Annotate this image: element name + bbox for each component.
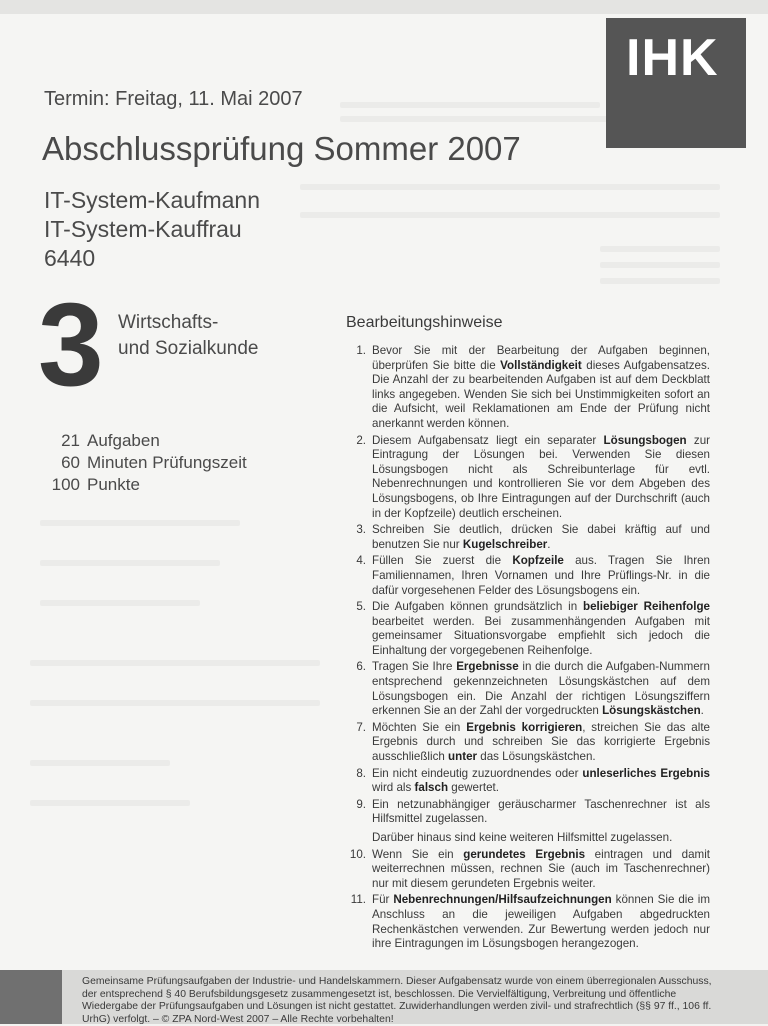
ihk-logo [606, 18, 746, 148]
stat-row [40, 430, 247, 452]
instruction-item [344, 344, 710, 432]
bleed-through-line [30, 660, 320, 666]
instruction-text: Schreiben Sie deutlich, drücken Sie dabei kräftig auf und benutzen Sie nur Kugelschreiber. [372, 523, 710, 551]
instruction-item [344, 848, 710, 892]
stat-row [40, 452, 247, 474]
subject-line: und Sozialkunde [118, 338, 259, 359]
bleed-through-line [40, 600, 200, 606]
instruction-text: Möchten Sie ein Ergebnis korrigieren, streichen Sie das alte Ergebnis durch und schreiben Sie das korrigierte Ergebnis ausschließlich unter das Lösungskästchen. [372, 720, 710, 764]
exam-code: 6440 [44, 245, 96, 271]
instruction-number: 7. [356, 720, 366, 734]
bleed-through-line [300, 212, 720, 218]
stat-value: 60 [61, 453, 80, 472]
instruction-item [344, 767, 710, 796]
instruction-item [344, 434, 710, 522]
instruction-number: 1. [356, 344, 366, 357]
stat-value: 100 [51, 475, 80, 494]
instruction-item [344, 798, 710, 846]
exam-date: Termin: Freitag, 11. Mai 2007 [44, 88, 303, 110]
bleed-through-line [600, 262, 720, 268]
profession-block [44, 186, 260, 273]
instruction-text: Für Nebenrechnungen/Hilfsaufzeichnungen können Sie die im Anschluss an die jeweiligen Aufgaben abgedruckten Rechenkästchen verwenden. Zur Bewertung werden jedoch nur ihre Eintragungen im Lösungsbogen herangezogen. [372, 893, 710, 951]
footer-legal-text: Gemeinsame Prüfungsaufgaben der Industrie- und Handelskammern. Dieser Aufgabensatz wurde von einem überregionalen Ausschuss, der entsprechend § 40 Berufsbildungsgesetz zusammengesetzt ist, beschlossen. Die Vervielfältigung, Verbreitung und öffentliche Wiedergabe der Prüfungsaufgaben und Lösungen ist nicht gestattet. Zuwiderhandlungen werden zivil- und strafrechtlich (§§ 97 ff., 106 ff. UrhG) verfolgt. – © ZPA Nord-West 2007 – Alle Rechte vorbehalten! [82, 976, 712, 1025]
instructions-heading: Bearbeitungshinweise [346, 314, 503, 331]
instruction-item [344, 660, 710, 718]
instruction-text: Ein netzunabhängiger geräuscharmer Taschenrechner ist als Hilfsmittel zugelassen. Darüber hinaus sind keine weiteren Hilfsmittel zugelassen. [372, 797, 710, 844]
instruction-text: Füllen Sie zuerst die Kopfzeile aus. Tragen Sie Ihren Familiennamen, Ihren Vornamen und Ihre Prüflings-Nr. in die dafür vorgesehenen Felder des Lösungsbogens ein. [372, 554, 711, 597]
page-title: Abschlussprüfung Sommer 2007 [42, 130, 521, 167]
bleed-through-line [40, 520, 240, 526]
exam-stats [40, 430, 247, 496]
instruction-item [344, 523, 710, 552]
top-strip [0, 0, 768, 14]
instruction-text: Diesem Aufgabensatz liegt ein separater Lösungsbogen zur Eintragung der Lösungen bei. Verwenden Sie diesen Lösungsbogen nicht als Schreibunterlage für evtl. Nebenrechnungen und kontrollieren Sie vor dem Abgeben des Lösungsbogens, ob Ihre Eintragungen auf der Durchschrift (auch in der Kopfzeile) deutlich erscheinen. [372, 433, 710, 520]
subject-title [118, 310, 259, 362]
bleed-through-line [40, 560, 220, 566]
profession-line: IT-System-Kaufmann [44, 187, 261, 213]
footer [0, 970, 768, 1024]
instruction-item [344, 554, 710, 598]
ihk-logo-text: IHK [626, 29, 719, 87]
bleed-through-line [600, 246, 720, 252]
bleed-through-line [300, 184, 720, 190]
subject-number: 3 [38, 279, 104, 411]
stat-label: Aufgaben [87, 431, 160, 450]
instructions-list [344, 344, 710, 954]
bleed-through-line [600, 278, 720, 284]
instruction-number: 8. [356, 766, 366, 780]
instruction-text: Wenn Sie ein gerundetes Ergebnis eintragen und damit weiterrechnen müssen, rechnen Sie (auch im Taschenrechner) nur mit diesem gerundeten Ergebnis weiter. [372, 847, 711, 890]
instruction-item [344, 600, 710, 658]
instruction-number: 2. [356, 433, 366, 447]
bleed-through-line [30, 760, 170, 766]
instruction-number: 10. [349, 847, 366, 861]
instruction-item [344, 893, 710, 951]
instruction-number: 3. [356, 523, 366, 537]
bleed-through-line [30, 800, 190, 806]
instruction-text: Die Aufgaben können grundsätzlich in beliebiger Reihenfolge bearbeitet werden. Bei zusammenhängenden Aufgaben mit gemeinsamer Situationsvorgabe empfiehlt sich jedoch die Einhaltung der vorgegebenen Reihenfolge. [372, 600, 710, 657]
bleed-through-line [340, 102, 600, 108]
instruction-number: 4. [356, 554, 366, 568]
instruction-text: Ein nicht eindeutig zuzuordnendes oder unleserliches Ergebnis wird als falsch gewertet. [372, 766, 711, 795]
profession-line: IT-System-Kauffrau [44, 216, 242, 242]
instruction-number: 5. [356, 600, 366, 614]
instruction-number: 6. [356, 660, 366, 674]
stat-row [40, 474, 247, 496]
bleed-through-line [30, 700, 320, 706]
stat-value: 21 [61, 431, 80, 450]
stat-label: Punkte [87, 475, 140, 494]
stat-label: Minuten Prüfungszeit [87, 453, 247, 472]
instruction-text: Tragen Sie Ihre Ergebnisse in die durch die Aufgaben-Nummern entsprechend gekennzeichneten Lösungskästchen auf dem Lösungsbogen ein. Die Anzahl der richtigen Lösungsziffern erkennen Sie an der Zahl der vorgedruckten Lösungskästchen. [372, 660, 710, 718]
instruction-text: Bevor Sie mit der Bearbeitung der Aufgaben beginnen, überprüfen Sie bitte die Vollständigkeit dieses Aufgabensatzes. Die Anzahl der zu bearbeitenden Aufgaben ist auf dem Deckblatt links angegeben. Wenden Sie sich bei Unstimmigkeiten sofort an die Aufsicht, weil Reklamationen am Ende der Prüfung nicht anerkannt werden können. [372, 344, 710, 430]
footer-accent-bar [0, 970, 62, 1024]
instruction-number: 9. [356, 797, 366, 811]
instruction-item [344, 721, 710, 765]
instruction-number: 11. [350, 893, 366, 907]
subject-line: Wirtschafts- [118, 312, 219, 333]
